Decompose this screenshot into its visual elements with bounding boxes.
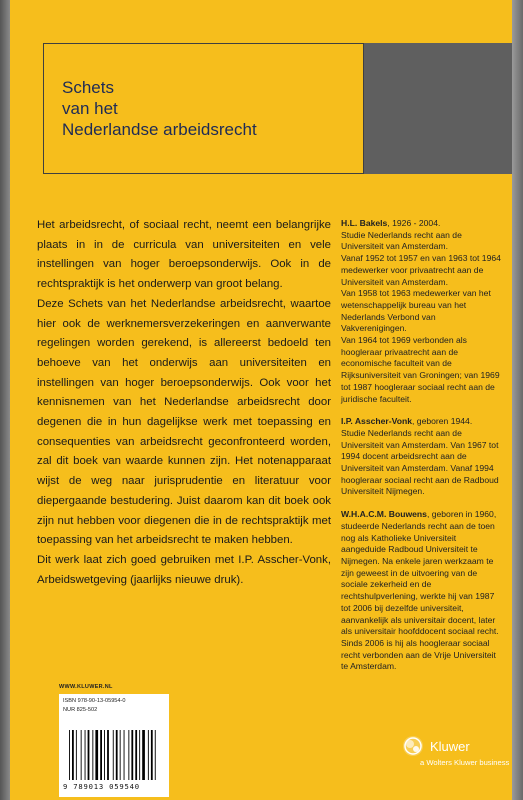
- page-edge-right: [512, 0, 523, 800]
- book-title: [62, 77, 257, 140]
- blurb-paragraph-2: Deze Schets van het Nederlandse arbeidsrecht, waartoe hier ook de werknemersverzekeringen en aanverwante regelingen worden gerekend, is allereerst bedoeld ten behoeve van het onderwijs aan universiteiten en instellingen van hoger beroepsonderwijs. Ook voor het kennisnemen van het Nederlandse arbeidsrecht door degenen die in hun dagelijkse werk met toepassing en consequenties van arbeidsrecht geconfronteerd worden, zal dit boek van waarde kunnen zijn. Het notenapparaat wijst de weg naar jurisprudentie en literatuur voor diepergaande bestudering. Juist daarom kan dit boek ook zijn nut hebben voor diegenen die in de rechtspraktijk met toepassing van het arbeidsrecht te maken hebben.: [37, 297, 331, 547]
- barcode-icon: [69, 730, 161, 780]
- author-lead: , geboren 1944.: [412, 416, 473, 427]
- isbn-text: ISBN 978-90-13-05954-0: [63, 698, 126, 704]
- author-name: I.P. Asscher-Vonk: [341, 416, 413, 427]
- author-lead: , geboren in 1960, studeerde Nederlands recht aan de toen nog als Katholieke Universiteit aangeduide Radboud Universiteit te Nijmegen. Na enkele jaren werkzaam te zijn geweest in de uitvoering van de sociale zekerheid en de rechtshulpverlening, werkte hij van 1987 tot 2006 bij dezelfde universiteit, aanvankelijk als universitair docent, later als universitair hoofddocent sociaal recht. Sinds 2006 is hij als hoogleraar sociaal recht verbonden aan de Vrije Universiteit te Amsterdam.: [341, 509, 499, 672]
- barcode-number: 9 789013 059540: [63, 782, 140, 791]
- blurb-paragraph-1: Het arbeidsrecht, of sociaal recht, neemt een belangrijke plaats in in de curricula van universiteiten en vele instellingen van hoger beroepsonderwijs. Ook in de rechtspraktijk is het onderwerp van groot belang.: [37, 219, 331, 291]
- barcode-label: [59, 694, 169, 797]
- gray-block: [364, 43, 512, 174]
- author-bio-asscher-vonk: [341, 416, 503, 498]
- bio-line: Van 1964 tot 1969 verbonden als hoogleraar privaatrecht aan de economische faculteit van de Rijksuniversiteit van Groningen; van 1969 tot 1987 hoogleraar sociaal recht aan de juridische faculteit.: [341, 335, 500, 404]
- blurb-paragraph-3: Dit werk laat zich goed gebruiken met I.P. Asscher-Vonk, Arbeidswetgeving (jaarlijks nieuwe druk).: [37, 553, 331, 586]
- author-name: H.L. Bakels: [341, 218, 388, 228]
- logo-name: Kluwer: [430, 739, 470, 754]
- barcode-area: [59, 684, 169, 797]
- author-bios: [341, 218, 503, 684]
- title-line-2: van het: [62, 99, 118, 118]
- author-bio-bakels: [341, 218, 503, 405]
- bio-line: Studie Nederlands recht aan de Universiteit van Amsterdam. Van 1967 tot 1994 docent arbeidsrecht aan de Universiteit van Amsterdam. Vanaf 1994 hoogleraar sociaal recht aan de Radboud Universiteit Nijmegen.: [341, 427, 499, 497]
- author-bio-bouwens: [341, 509, 503, 673]
- nur-text: NUR 825-502: [63, 707, 98, 713]
- page-edge-left: [0, 0, 10, 800]
- publisher-url: WWW.KLUWER.NL: [59, 684, 113, 690]
- bio-line: Vanaf 1952 tot 1957 en van 1963 tot 1964 medewerker voor privaatrecht aan de Universiteit van Amsterdam.: [341, 253, 501, 287]
- blurb: [37, 216, 331, 590]
- logo-tagline: a Wolters Kluwer business: [420, 758, 510, 767]
- title-line-3: Nederlandse arbeidsrecht: [62, 120, 257, 139]
- bio-line: Van 1958 tot 1963 medewerker van het wetenschappelijk bureau van het Nederlands Verbond van Vakverenigingen.: [341, 288, 491, 334]
- bio-line: Studie Nederlands recht aan de Universiteit van Amsterdam.: [341, 229, 462, 252]
- author-name: W.H.A.C.M. Bouwens: [341, 509, 427, 520]
- title-line-1: Schets: [62, 78, 114, 97]
- author-lead: , 1926 - 2004.: [387, 218, 441, 228]
